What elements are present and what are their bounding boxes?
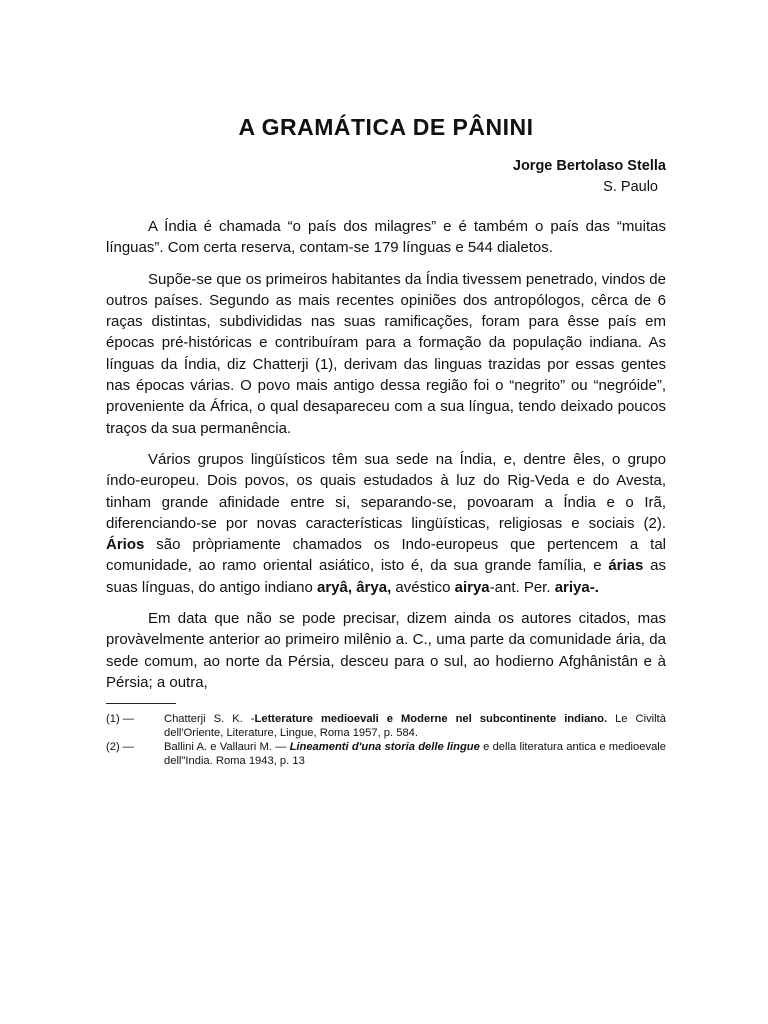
emphasis-term: Letterature medioevali e Moderne nel subcontinente indiano. (254, 713, 608, 726)
text-run: -ant. Per. (489, 578, 555, 596)
footnotes (106, 712, 666, 768)
body-paragraph (106, 216, 666, 259)
footnote-marker: (2) — (106, 741, 134, 754)
text-run: são pròpriamente chamados os Indo-europeus que pertencem a tal comunidade, ao ramo oriental asiático, isto é, da sua grande família, e (106, 536, 666, 575)
text-run: Vários grupos lingüísticos têm sua sede na Índia, e, dentre êles, o grupo índo-europeu. Dois povos, os quais estudados à luz do Rig-Veda e do Avesta, tinham grande afinidade entre si, separando-se, povoaram a Índia e o Irã, diferenciando-se por novas características lingüísticas, religiosas e sociais (2). (106, 450, 666, 532)
footnote-marker: (1) — (106, 713, 134, 726)
emphasis-term: ariya-. (554, 578, 599, 596)
emphasis-term: árias (608, 557, 644, 575)
emphasis-term: airya (454, 578, 490, 596)
footnote-item (106, 712, 666, 740)
footnote-text (164, 712, 666, 740)
text-run: A Índia é chamada “o país dos milagres” e é também o país das “muitas línguas”. Com certa reserva, contam-se 179 línguas e 544 dialetos. (106, 218, 666, 257)
text-run: as suas línguas, do antigo indiano (106, 557, 666, 596)
article-page (106, 112, 666, 768)
text-run: avéstico (391, 578, 455, 596)
article-title: A GRAMÁTICA DE PÂNINI (238, 114, 534, 140)
body-paragraph (106, 449, 666, 598)
text-run: e della literatura antica e medioevale dell"India. Roma 1943, p. 13 (164, 741, 666, 768)
footnote-text (164, 740, 666, 768)
text-run: Ballini A. e Vallauri M. — (164, 741, 290, 754)
text-run: Le Civiltà dell'Oriente, Literature, Lingue, Roma 1957, p. 584. (164, 713, 666, 740)
author-block (106, 156, 666, 198)
emphasis-term: aryâ, ârya, (317, 578, 392, 596)
author-place: S. Paulo (603, 179, 658, 195)
body-paragraph (106, 608, 666, 693)
article-body (106, 216, 666, 693)
text-run: Em data que não se pode precisar, dizem ainda os autores citados, mas provàvelmente anterior ao primeiro milênio a. C., uma parte da comunidade ária, da sede comum, ao norte da Pérsia, desceu para o sul, ao hodierno Afghânistân e à Pérsia; a outra, (106, 610, 666, 691)
author-name: Jorge Bertolaso Stella (512, 158, 666, 174)
text-run: Chatterji S. K. - (164, 713, 255, 726)
text-run: Supõe-se que os primeiros habitantes da Índia tivessem penetrado, vindos de outros países. Segundo as mais recentes opiniões dos antropólogos, cêrca de 6 raças distintas, subdivididas nas suas ramificações, foram para êsse país em épocas pré-históricas e contribuíram para a formação da população indiana. As línguas da Índia, diz Chatterji (1), derivam das linguas trazidas por essas gentes nas épocas várias. O povo mais antigo dessa região foi o “negrito” ou “negróide”, proveniente da África, o qual desapareceu com a sua língua, tendo deixado poucos traços da sua permanência. (106, 270, 666, 437)
emphasis-term: Ários (106, 536, 145, 554)
emphasis-term: Lineamenti d'una storia delle lingue (289, 741, 480, 754)
footnote-item (106, 740, 666, 768)
footnote-divider (106, 703, 176, 704)
body-paragraph (106, 269, 666, 439)
